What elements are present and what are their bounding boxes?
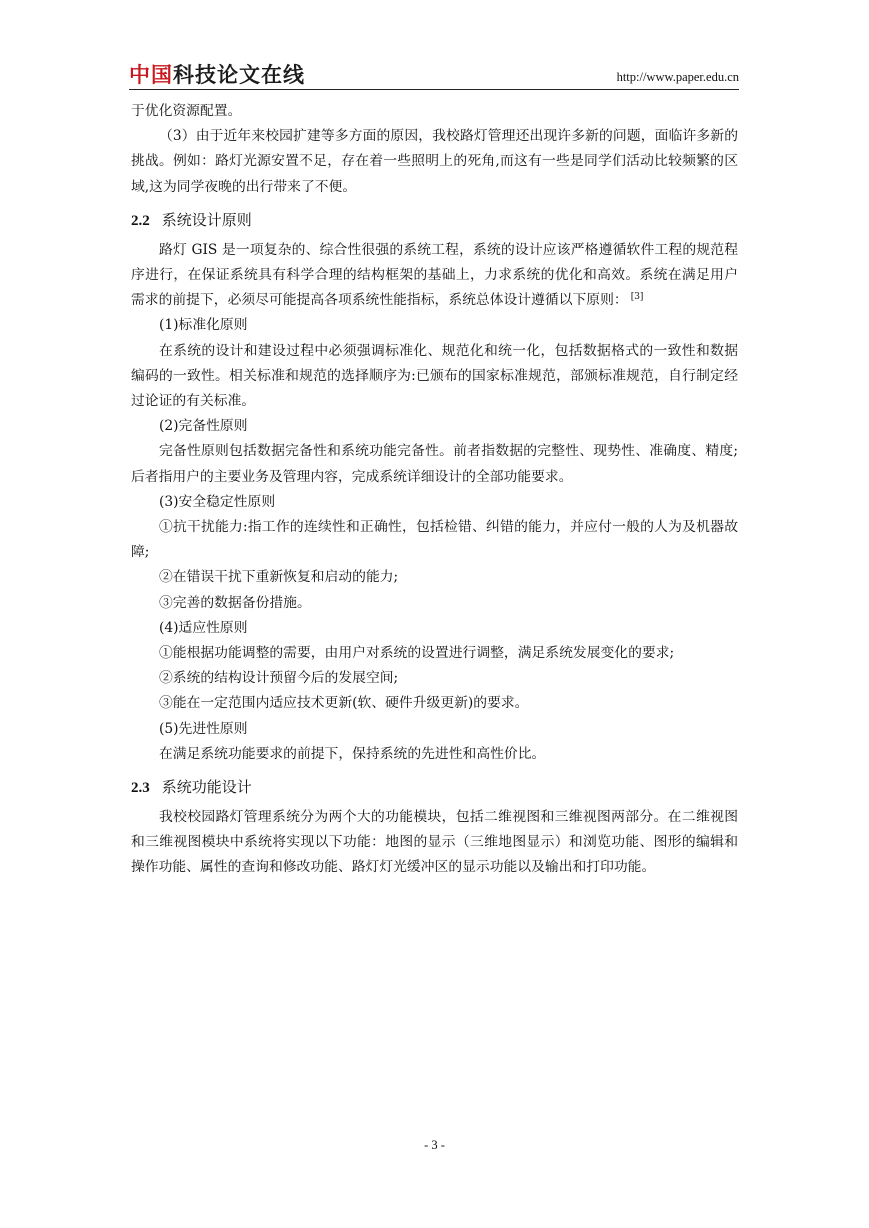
- section-heading: [131, 774, 738, 801]
- logo-dark-text: 科技论文在线: [173, 63, 305, 87]
- subheading: (5)先进性原则: [159, 720, 248, 737]
- section-title: 系统设计原则: [161, 210, 252, 229]
- list-item: ①能根据功能调整的需要，由用户对系统的设置进行调整，满足系统发展变化的要求;: [159, 645, 675, 662]
- section-title: 系统功能设计: [161, 778, 252, 797]
- paragraph: 于优化资源配置。: [131, 103, 242, 119]
- paragraph: （3）由于近年来校园扩建等多方面的原因，我校路灯管理还出现许多新的问题，面临许多新的挑战。例如：路灯光源安置不足，存在着一些照明上的死角,而这有一些是同学们活动比较频繁的区域,这为同学夜晚的出行带来了不便。: [131, 128, 738, 195]
- logo-red-text: 中国: [129, 63, 173, 87]
- section-heading: [131, 207, 738, 234]
- paragraph-text: 路灯 GIS 是一项复杂的、综合性很强的系统工程，系统的设计应该严格遵循软件工程的规范程序进行，在保证系统具有科学合理的结构框架的基础上，力求系统的优化和高效。系统在满足用户需求的前提下，必须尽可能提高各项系统性能指标，系统总体设计遵循以下原则：: [131, 241, 738, 309]
- paragraph: 我校校园路灯管理系统分为两个大的功能模块，包括二维视图和三维视图两部分。在二维视图和三维视图模块中系统将实现以下功能：地图的显示（三维地图显示）和浏览功能、图形的编辑和操作功能、属性的查询和修改功能、路灯灯光缓冲区的显示功能以及输出和打印功能。: [131, 809, 738, 876]
- paragraph: 完备性原则包括数据完备性和系统功能完备性。前者指数据的完整性、现势性、准确度、精度;后者指用户的主要业务及管理内容，完成系统详细设计的全部功能要求。: [131, 443, 738, 485]
- journal-logo: [129, 62, 305, 88]
- list-item: ③能在一定范围内适应技术更新(软、硬件升级更新)的要求。: [159, 695, 529, 712]
- subheading: (1)标准化原则: [159, 317, 248, 334]
- list-item: ②在错误干扰下重新恢复和启动的能力;: [159, 569, 399, 586]
- paragraph: 在系统的设计和建设过程中必须强调标准化、规范化和统一化，包括数据格式的一致性和数据编码的一致性。相关标准和规范的选择顺序为:已颁布的国家标准规范，部颁标准规范，自行制定经过论证的有关标准。: [131, 342, 738, 410]
- subheading: (2)完备性原则: [159, 418, 248, 435]
- header-url: http://www.paper.edu.cn: [616, 70, 739, 84]
- paragraph: [131, 238, 738, 314]
- subheading: (4)适应性原则: [159, 619, 248, 636]
- section-number: 2.2: [131, 212, 150, 229]
- list-item: ①抗干扰能力:指工作的连续性和正确性，包括检错、纠错的能力，并应付一般的人为及机器故障;: [131, 519, 738, 561]
- paragraph: 在满足系统功能要求的前提下，保持系统的先进性和高性价比。: [159, 745, 546, 762]
- section-number: 2.3: [131, 780, 150, 797]
- list-item: ③完善的数据备份措施。: [159, 594, 311, 611]
- page-number: - 3 -: [424, 1138, 445, 1152]
- subheading: (3)安全稳定性原则: [159, 493, 276, 510]
- header-rule: [129, 89, 739, 90]
- page-header: [129, 62, 739, 90]
- list-item: ②系统的结构设计预留今后的发展空间;: [159, 670, 399, 687]
- citation-ref: [3]: [630, 291, 644, 302]
- page-body: [131, 99, 738, 881]
